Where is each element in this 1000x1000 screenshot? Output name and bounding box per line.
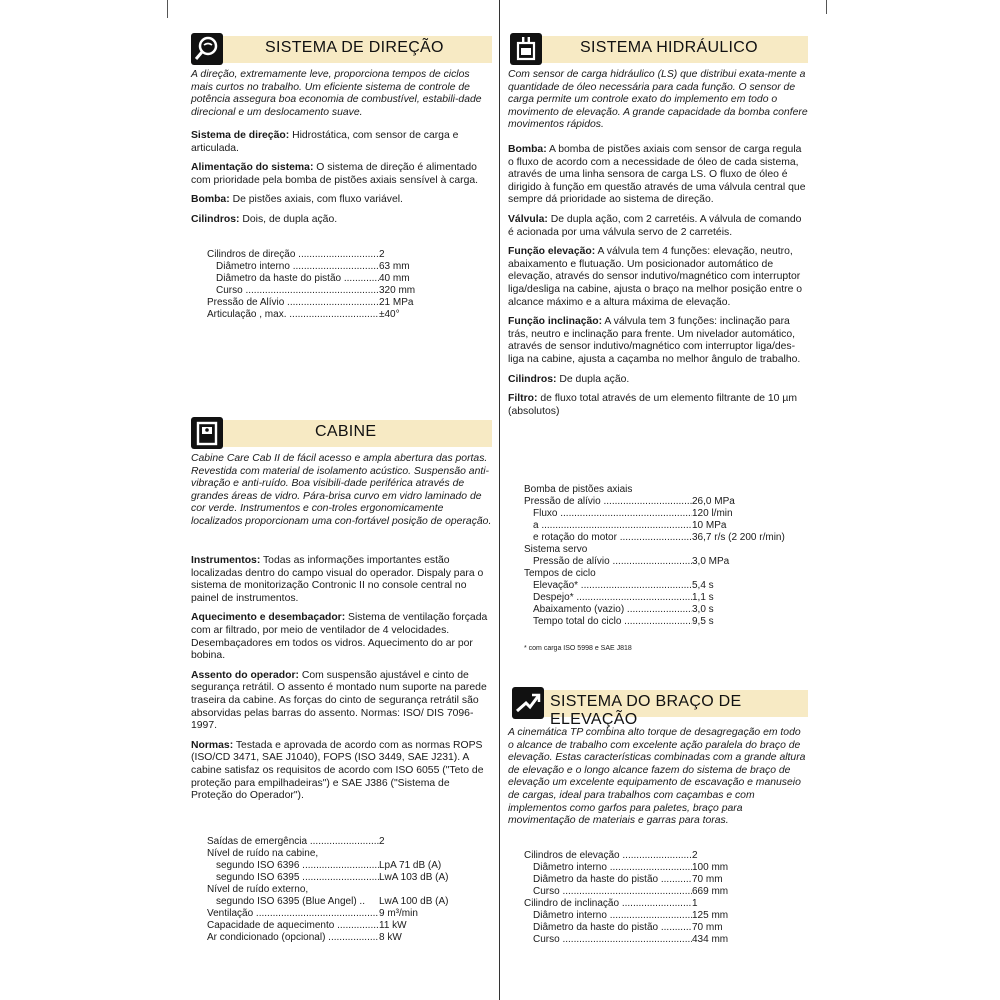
spec-key: Ventilação ..... [207, 908, 379, 920]
spec-value: 70 mm [692, 922, 723, 933]
spec-value: LpA 71 dB (A) [379, 860, 442, 871]
spec-value: 5,4 s [692, 580, 714, 591]
spec-row [207, 273, 427, 285]
spec-row [524, 934, 784, 946]
spec-key: Diâmetro interno ..... [533, 910, 692, 922]
spec-row [524, 532, 806, 544]
spec-row [207, 884, 477, 896]
spec-key: Sistema servo [524, 544, 588, 555]
spec-key: Tempo total do ciclo ..... [533, 616, 692, 628]
spec-value: 9,5 s [692, 616, 714, 627]
spec-key: Diâmetro da haste do pistão ..... [533, 874, 692, 886]
spec-key: Diâmetro da haste do pistão ..... [216, 273, 379, 285]
spec-row [207, 297, 427, 309]
spec-key: Nível de ruído externo, [207, 884, 309, 895]
direcao-intro: A direção, extremamente leve, proporciona tempos de ciclos mais curtos no trabalho. Um eficiente sistema de controle de potência assegura boa economia de combustível, estabili-dade direcional e um deslocamento suave. [191, 69, 482, 118]
para-text: Hidrostática, com sensor de carga e articulada. [191, 130, 459, 154]
para-label: Válvula: [508, 213, 548, 225]
spec-value: 1 [692, 898, 698, 909]
para-label: Cilindros: [191, 213, 240, 225]
braco-spec-table [524, 850, 784, 946]
section-header-direcao [191, 36, 492, 63]
spec-row [207, 285, 427, 297]
spec-value: ±40° [379, 309, 400, 320]
top-left-rule [167, 0, 168, 18]
para-text: A válvula tem 4 funções: elevação, neutro, abaixamento e flutuação. Um posicionador automático de elevação, através do sensor indutivo/magnético com interruptor liga/desliga na cabine, ajusta o braço na melhor posição entre o alcance máximo e a altura máxima de elevação. [508, 246, 803, 308]
spec-row [524, 580, 806, 592]
para-text: A válvula tem 3 funções: inclinação para trás, neutro e inclinação para frente. Um nivelador automático, através de sensor indutivo/magnético com interruptor liga/des-liga na cabine, ajusta a caçamba no melhor ângulo de trabalho. [508, 316, 801, 365]
spec-row [207, 896, 477, 908]
spec-row [524, 556, 806, 568]
spec-key: Bomba de pistões axiais [524, 484, 633, 495]
spec-key: Curso ..... [533, 886, 692, 898]
hidraulico-para [508, 246, 808, 309]
spec-value: 1,1 s [692, 592, 714, 603]
spec-value: 2 [692, 850, 698, 861]
spec-value: 11 kW [379, 920, 407, 931]
spec-value: 669 mm [692, 886, 729, 897]
spec-key: a ..... [533, 520, 692, 532]
spec-row [207, 860, 477, 872]
cabine-para [191, 612, 492, 662]
spec-value: 70 mm [692, 874, 723, 885]
direcao-para [191, 214, 492, 227]
section-header-hidraulico [510, 36, 808, 63]
hidraulico-para [508, 374, 808, 387]
para-label: Filtro: [508, 393, 538, 405]
section-title-hidraulico: SISTEMA HIDRÁULICO [580, 39, 758, 56]
para-text: O sistema de direção é alimentado com prioridade pela bomba de pistões axiais sensível à carga. [191, 162, 479, 186]
spec-row [524, 508, 806, 520]
spec-row [524, 544, 806, 556]
cabine-spec-table [207, 836, 477, 944]
spec-row [207, 908, 477, 920]
para-text: Sistema de ventilação forçada com ar filtrado, por meio de ventilador de 4 velocidades. Desembaçadores em todos os vidros. Aquecimento do ar por bobina. [191, 612, 488, 662]
hidraulico-para [508, 214, 808, 239]
section-title-braco: SISTEMA DO BRAÇO DE ELEVAÇÃO [550, 693, 742, 728]
spec-row [524, 874, 784, 886]
spec-value: 26,0 MPa [692, 496, 735, 507]
spec-row [207, 309, 427, 321]
spec-value: 8 kW [379, 932, 402, 943]
spec-key: segundo ISO 6395 (Blue Angel) .. [216, 896, 365, 907]
para-label: Alimentação do sistema: [191, 162, 314, 174]
spec-row [524, 520, 806, 532]
spec-key: Pressão de alívio ..... [524, 496, 692, 508]
spec-value: LwA 103 dB (A) [379, 872, 449, 883]
para-label: Aquecimento e desembaçador: [191, 612, 346, 624]
para-text: de fluxo total através de um elemento filtrante de 10 µm (absolutos) [508, 393, 797, 417]
spec-row [524, 568, 806, 580]
spec-row [524, 496, 806, 508]
para-text: De dupla ação. [556, 373, 630, 385]
spec-key: segundo ISO 6395 ..... [216, 872, 379, 884]
spec-value: 40 mm [379, 273, 410, 284]
spec-key: Cilindro de inclinação ..... [524, 898, 692, 910]
para-label: Normas: [191, 739, 234, 751]
spec-key: Pressão de alívio ..... [533, 556, 692, 568]
spec-row [207, 872, 477, 884]
direcao-para-list [191, 130, 492, 227]
spec-row [524, 886, 784, 898]
spec-row [524, 898, 784, 910]
spec-key: Saídas de emergência ..... [207, 836, 379, 848]
cab-icon [191, 417, 223, 449]
braco-intro: A cinemática TP combina alto torque de desagregação em todo o alcance de trabalho com excelente ação paralela do braço de elevação. Estas características combinadas com a grande altura de elevação e o longo alcance fazem do sistema de braço de elevação um excelente equipamento de escavação e manuseio de cargas, ideal para trabalhos com caçambas e com implementos como garfos para paletes, braço para movimentação de materiais e garras para toras. [508, 727, 806, 827]
hidraulico-para [508, 393, 808, 418]
spec-key: segundo ISO 6396 ..... [216, 860, 379, 872]
spec-row [524, 616, 806, 628]
spec-key: Cilindros de direção ..... [207, 249, 379, 261]
para-label: Assento do operador: [191, 669, 299, 681]
para-label: Função inclinação: [508, 316, 603, 328]
spec-row [524, 484, 806, 496]
direcao-para [191, 162, 492, 187]
cabine-intro: Cabine Care Cab II de fácil acesso e ampla abertura das portas. Revestida com material de isolamento acústico. Suspensão anti-vibração e anti-ruído. Boa visibili-dade periférica através de grandes áreas de vidro. Pára-brisa curvo em vidro laminado de cor verde. Instrumentos e con-troles ergonomicamente localizados proporcionam uma con-fortável posição de operação. [191, 453, 492, 527]
para-text: De pistões axiais, com fluxo variável. [229, 194, 403, 206]
spec-key: Tempos de ciclo [524, 568, 596, 579]
top-right-rule [826, 0, 827, 14]
section-title-cabine: CABINE [315, 423, 377, 440]
spec-key: Curso ..... [216, 285, 379, 297]
spec-value: 320 mm [379, 285, 416, 296]
para-text: Todas as informações importantes estão localizadas dentro do campo visual do operador. Dispaly para o sistema de monitorização Contronic II no console central no painel de instrumentos. [191, 555, 484, 604]
spec-key: Fluxo ..... [533, 508, 692, 520]
spec-value: 3,0 s [692, 604, 714, 615]
para-label: Instrumentos: [191, 555, 261, 566]
spec-row [207, 920, 477, 932]
spec-key: Capacidade de aquecimento ..... [207, 920, 379, 932]
hydraulic-icon [510, 33, 542, 65]
para-text: De dupla ação, com 2 carretéis. A válvula de comando é acionada por uma válvula servo de 2 carretéis. [508, 213, 802, 238]
para-label: Bomba: [508, 144, 547, 155]
spec-key: Curso ..... [533, 934, 692, 946]
para-text: Dois, de dupla ação. [239, 213, 338, 225]
para-text: Com suspensão ajustável e cinto de segurança retrátil. O assento é montado num suporte na parede traseira da cabine. As forças do cinto de segurança retrátil são absorvidas pelas barras do assento. Normas: ISO/ DIS 7096-1997. [191, 669, 487, 732]
para-label: Bomba: [191, 194, 230, 206]
section-header-cabine [191, 420, 492, 447]
spec-value: 125 mm [692, 910, 729, 921]
spec-value: 434 mm [692, 934, 729, 945]
para-label: Sistema de direção: [191, 130, 290, 141]
spec-row [207, 249, 427, 261]
hidraulico-para [508, 316, 808, 366]
spec-key: Articulação , max. ..... [207, 309, 379, 321]
spec-row [524, 862, 784, 874]
spec-key: Abaixamento (vazio) ..... [533, 604, 692, 616]
para-text: Testada e aprovada de acordo com as normas ROPS (ISO/CD 3471, SAE J1040), FOPS (ISO 3449, SAE J231). A cabine satisfaz os requisitos de acordo com ISO 6055 ("Teto de proteção para empilhadeiras") e SAE J386 ("Sistema de Proteção do Operador"). [191, 739, 484, 802]
spec-key: Pressão de Alívio ..... [207, 297, 379, 309]
spec-row [207, 261, 427, 273]
spec-key: Despejo* ..... [533, 592, 692, 604]
spec-row [524, 592, 806, 604]
lift-arm-icon [512, 687, 544, 719]
section-title-direcao: SISTEMA DE DIREÇÃO [265, 39, 444, 56]
spec-value: 21 MPa [379, 297, 414, 308]
spec-key: Diâmetro da haste do pistão ..... [533, 922, 692, 934]
spec-row [207, 836, 477, 848]
spec-row [207, 932, 477, 944]
section-header-braco [512, 690, 808, 728]
hidraulico-spec-table [524, 484, 806, 628]
direcao-spec-table [207, 249, 427, 321]
spec-key: Diâmetro interno ..... [216, 261, 379, 273]
hidraulico-intro: Com sensor de carga hidráulico (LS) que distribui exata-mente a quantidade de óleo necessária para cada função. O sensor de carga permite um controle exato do implemento em todo o movimento de elevação. A grande capacidade da bomba confere movimentos rápidos. [508, 69, 808, 131]
spec-row [524, 604, 806, 616]
spec-row [207, 848, 477, 860]
spec-value: 36,7 r/s (2 200 r/min) [692, 532, 785, 543]
spec-value: 2 [379, 249, 385, 260]
spec-key: Cilindros de elevação ..... [524, 850, 692, 862]
spec-value: LwA 100 dB (A) [379, 896, 449, 907]
cabine-para [191, 740, 492, 803]
spec-key: Elevação* ..... [533, 580, 692, 592]
spec-row [524, 850, 784, 862]
spec-value: 63 mm [379, 261, 410, 272]
spec-key: e rotação do motor ..... [533, 532, 692, 544]
steering-icon [191, 33, 223, 65]
hidraulico-para-list [508, 144, 808, 418]
spec-value: 2 [379, 836, 385, 847]
spec-key: Nível de ruído na cabine, [207, 848, 319, 859]
cabine-para [191, 555, 492, 605]
para-label: Função elevação: [508, 246, 596, 258]
para-text: A bomba de pistões axiais com sensor de carga regula o fluxo de acordo com a necessidade de óleo de cada sistema, através de uma linha sensora de carga LS. O fluxo de óleo é dirigido à função em questão através de uma válvula central que sempre dá prioridade ao sistema de direção. [508, 144, 806, 206]
para-label: Cilindros: [508, 373, 557, 385]
spec-row [524, 910, 784, 922]
spec-value: 10 MPa [692, 520, 727, 531]
spec-row [524, 922, 784, 934]
spec-value: 100 mm [692, 862, 729, 873]
hidraulico-para [508, 144, 808, 207]
direcao-para [191, 194, 492, 207]
cabine-para-list [191, 555, 492, 803]
direcao-para [191, 130, 492, 155]
spec-value: 3,0 MPa [692, 556, 730, 567]
footnote: * com carga ISO 5998 e SAE J818 [524, 645, 632, 652]
spec-value: 120 l/min [692, 508, 733, 519]
cabine-para [191, 670, 492, 733]
column-divider [499, 0, 500, 1000]
spec-key: Ar condicionado (opcional) ..... [207, 932, 379, 944]
spec-key: Diâmetro interno ..... [533, 862, 692, 874]
spec-value: 9 m³/min [379, 908, 418, 919]
